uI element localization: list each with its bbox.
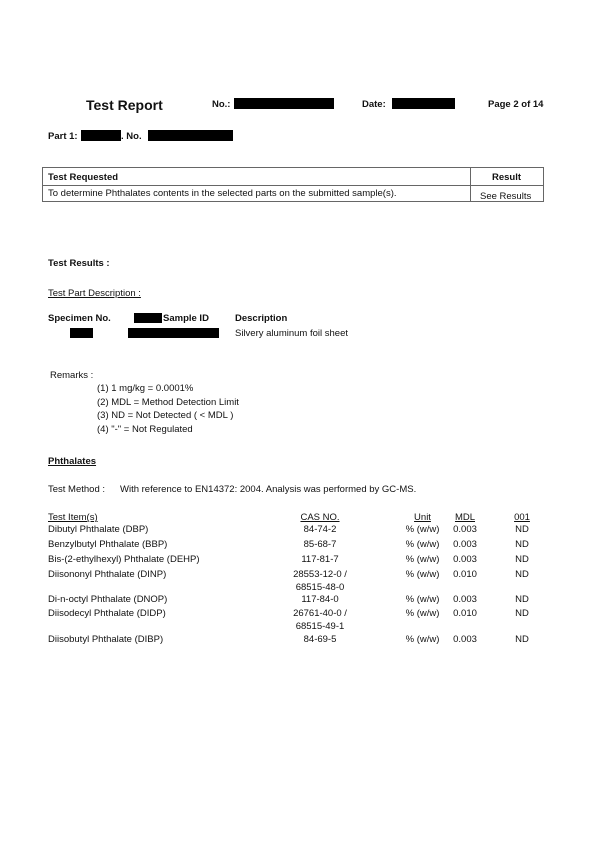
- row-mdl: 0.003: [453, 634, 477, 645]
- specimen-no-label: Specimen No.: [48, 313, 111, 324]
- page-number: Page 2 of 14: [488, 99, 544, 110]
- row-item: Diisobutyl Phthalate (DIBP): [48, 634, 164, 645]
- description-value: Silvery aluminum foil sheet: [235, 328, 348, 339]
- test-requested-result: See Results: [480, 191, 532, 202]
- redacted-specimen-no: [70, 328, 93, 338]
- row-result: ND: [515, 554, 529, 565]
- result-heading: Result: [492, 172, 522, 183]
- table-divider: [43, 185, 543, 186]
- row-unit: % (w/w): [405, 608, 440, 619]
- row-cas: 26761-40-0 /: [293, 608, 347, 619]
- row-result: ND: [515, 524, 529, 535]
- redacted-part-name: [81, 130, 121, 141]
- row-unit: % (w/w): [405, 524, 440, 535]
- row-mdl: 0.003: [453, 554, 477, 565]
- table-divider: [470, 168, 471, 201]
- row-result: ND: [515, 594, 529, 605]
- remark-item: (1) 1 mg/kg = 0.0001%: [97, 383, 194, 394]
- sample-id-label: Sample ID: [163, 313, 209, 324]
- test-requested-table: [42, 167, 544, 202]
- row-unit: % (w/w): [405, 634, 440, 645]
- row-cas-continued: 68515-48-0: [295, 582, 345, 593]
- redacted-part-no: [148, 130, 233, 141]
- row-unit: % (w/w): [405, 594, 440, 605]
- row-cas-continued: 68515-49-1: [295, 621, 345, 632]
- report-title: Test Report: [86, 97, 163, 113]
- redacted-report-no: [234, 98, 334, 109]
- report-no-label: No.:: [212, 99, 231, 110]
- row-mdl: 0.010: [453, 569, 477, 580]
- redacted-date: [392, 98, 455, 109]
- row-item: Benzylbutyl Phthalate (BBP): [48, 539, 168, 550]
- row-mdl: 0.003: [453, 539, 477, 550]
- test-method-label: Test Method :: [48, 484, 106, 495]
- description-label: Description: [235, 313, 288, 324]
- row-unit: % (w/w): [405, 539, 440, 550]
- row-result: ND: [515, 569, 529, 580]
- remark-item: (2) MDL = Method Detection Limit: [97, 397, 239, 408]
- row-mdl: 0.003: [453, 524, 477, 535]
- col-mdl: MDL: [454, 512, 476, 523]
- row-unit: % (w/w): [405, 554, 440, 565]
- col-unit: Unit: [414, 512, 431, 523]
- row-result: ND: [515, 539, 529, 550]
- remark-item: (3) ND = Not Detected ( < MDL ): [97, 410, 234, 421]
- part-label: Part 1:: [48, 131, 78, 142]
- row-item: Dibutyl Phthalate (DBP): [48, 524, 149, 535]
- col-result-001: 001: [514, 512, 530, 523]
- remarks-label: Remarks :: [50, 370, 94, 381]
- row-item: Diisodecyl Phthalate (DIDP): [48, 608, 166, 619]
- row-result: ND: [515, 608, 529, 619]
- test-requested-description: To determine Phthalates contents in the selected parts on the submitted sample(s).: [48, 188, 397, 199]
- col-cas-no: CAS NO.: [300, 512, 340, 523]
- row-cas: 28553-12-0 /: [293, 569, 347, 580]
- redacted-sample-id: [128, 328, 219, 338]
- row-result: ND: [515, 634, 529, 645]
- date-label: Date:: [362, 99, 386, 110]
- test-method-text: With reference to EN14372: 2004. Analysis was performed by GC-MS.: [120, 484, 417, 495]
- row-cas: 117-84-0: [301, 594, 339, 605]
- phthalates-heading: Phthalates: [48, 456, 97, 467]
- redacted-sample-prefix: [134, 313, 162, 323]
- part-no-label: . No.: [121, 131, 142, 142]
- row-cas: 85-68-7: [303, 539, 337, 550]
- row-item: Di-n-octyl Phthalate (DNOP): [48, 594, 168, 605]
- row-unit: % (w/w): [405, 569, 440, 580]
- col-test-item: Test Item(s): [48, 512, 98, 523]
- row-cas: 84-69-5: [303, 634, 337, 645]
- row-item: Bis-(2-ethylhexyl) Phthalate (DEHP): [48, 554, 200, 565]
- test-requested-heading: Test Requested: [48, 172, 119, 183]
- test-part-description-label: Test Part Description :: [48, 288, 141, 299]
- row-cas: 117-81-7: [301, 554, 339, 565]
- remark-item: (4) "-" = Not Regulated: [97, 424, 193, 435]
- row-mdl: 0.010: [453, 608, 477, 619]
- row-mdl: 0.003: [453, 594, 477, 605]
- test-results-heading: Test Results :: [48, 258, 110, 269]
- row-cas: 84-74-2: [303, 524, 337, 535]
- row-item: Diisononyl Phthalate (DINP): [48, 569, 167, 580]
